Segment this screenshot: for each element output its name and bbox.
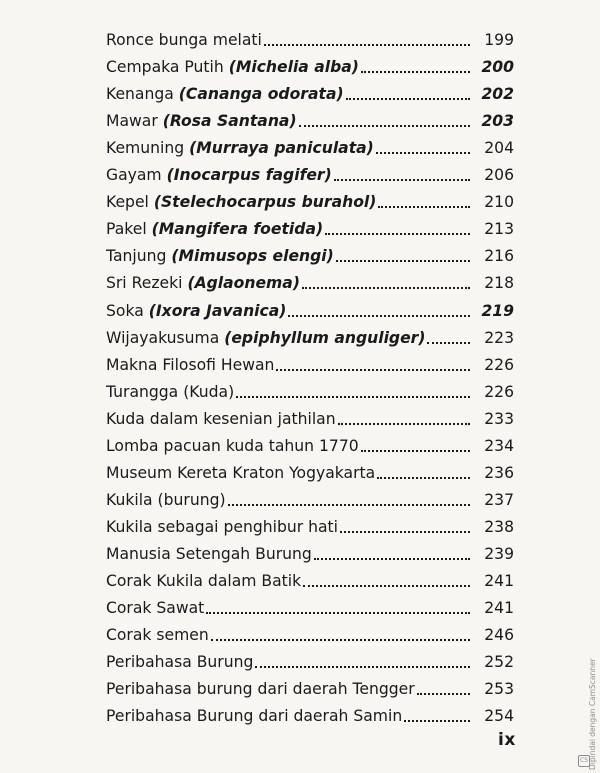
dot-leader: [303, 584, 470, 587]
toc-page-number: 213: [484, 220, 514, 239]
dot-leader: [228, 503, 470, 506]
toc-entry-label: Kepel: [106, 193, 154, 212]
toc-page-number: 252: [484, 653, 514, 672]
toc-entry-label: Wijayakusuma: [106, 328, 225, 347]
toc-entry-title: [106, 598, 204, 618]
toc-entry: [106, 430, 514, 456]
toc-entry-label: Pakel: [106, 220, 152, 239]
toc-entry: [106, 376, 514, 402]
toc-entry: [106, 51, 514, 77]
toc-entry: [106, 159, 514, 185]
toc-entry: [106, 132, 514, 158]
dot-leader: [338, 422, 470, 425]
toc-page-number: 219: [481, 301, 514, 320]
toc-page-number: 202: [481, 85, 514, 104]
toc-entry: [106, 619, 514, 645]
dot-leader: [325, 232, 470, 235]
dot-leader: [336, 259, 470, 262]
dot-leader: [361, 70, 470, 73]
page-folio: ix: [498, 730, 516, 750]
toc-entry-title: [106, 138, 374, 158]
toc-entry-title: [106, 355, 274, 375]
dot-leader: [211, 638, 470, 641]
toc-entry: [106, 105, 514, 131]
toc-entry-title: [106, 463, 375, 483]
dot-leader: [334, 178, 470, 181]
toc-entry-latin-name: (Mangifera foetida): [151, 220, 324, 239]
dot-leader: [346, 97, 470, 100]
toc-entry: [106, 349, 514, 375]
toc-page-number: 200: [481, 58, 514, 77]
toc-entry-title: [106, 246, 334, 266]
toc-entry-label: Cempaka Putih: [106, 58, 229, 77]
dot-leader: [340, 530, 470, 533]
toc-entry: [106, 186, 514, 212]
toc-entry: [106, 700, 514, 726]
toc-entry-latin-name: (Stelechocarpus burahol): [153, 193, 377, 212]
dot-leader: [361, 449, 470, 452]
toc-entry: [106, 484, 514, 510]
dot-leader: [376, 151, 470, 154]
toc-entry: [106, 538, 514, 564]
toc-entry: [106, 78, 514, 104]
dot-leader: [417, 692, 470, 695]
toc-page-number: 233: [484, 409, 514, 428]
toc-entry-title: [106, 679, 415, 699]
toc-entry-title: [106, 706, 402, 726]
toc-entry-label: Lomba pacuan kuda tahun 1770: [106, 436, 359, 455]
toc-entry-latin-name: (Murraya paniculata): [189, 139, 374, 158]
toc-entry: [106, 322, 514, 348]
toc-page-number: 199: [484, 31, 514, 49]
scanner-watermark-text: Dipindai dengan CamScanner: [588, 658, 597, 770]
toc-page-number: 236: [484, 463, 514, 482]
toc-entry-label: Corak Sawat: [106, 599, 205, 618]
toc-page-number: 218: [484, 274, 514, 293]
toc-page-number: 241: [484, 599, 514, 618]
toc-entry: [106, 592, 514, 618]
toc-entry-title: [106, 165, 332, 185]
toc-entry-title: [106, 652, 253, 672]
toc-entry: [106, 403, 514, 429]
toc-entry: [106, 673, 514, 699]
toc-entry-label: Peribahasa Burung: [106, 653, 254, 672]
toc-entry: [106, 511, 514, 537]
toc-page-number: 206: [484, 166, 514, 185]
dot-leader: [314, 557, 470, 560]
toc-page-number: 237: [484, 490, 514, 509]
toc-page-number: 246: [484, 626, 514, 645]
toc-entry-title: [106, 436, 359, 456]
toc-entry-latin-name: (Aglaonema): [187, 274, 300, 293]
toc-page-number: 253: [484, 680, 514, 699]
toc-entry-title: [106, 517, 338, 537]
dot-leader: [206, 611, 470, 614]
toc-entry: [106, 295, 514, 321]
dot-leader: [378, 205, 470, 208]
toc-entry: [106, 565, 514, 591]
dot-leader: [404, 719, 470, 722]
toc-entry-label: Turangga (Kuda): [106, 382, 235, 401]
toc-entry-label: Mawar: [106, 112, 163, 131]
toc-entry-title: [106, 30, 262, 50]
toc-entry-latin-name: (Mimusops elengi): [171, 247, 334, 266]
toc-page-number: 216: [484, 247, 514, 266]
scanner-logo-icon: CS: [578, 755, 590, 767]
dot-leader: [276, 368, 470, 371]
toc-entry-title: [106, 490, 226, 510]
toc-page-number: 238: [484, 517, 514, 536]
toc-entry: [106, 646, 514, 672]
toc-entry-title: [106, 409, 336, 429]
toc-entry-title: [106, 382, 234, 402]
toc-entry-title: [106, 625, 209, 645]
toc-entry-label: Tanjung: [106, 247, 172, 266]
toc-entry: [106, 457, 514, 483]
toc-page-number: 226: [484, 355, 514, 374]
toc-entry-latin-name: (Ixora Javanica): [148, 301, 287, 320]
toc-entry-latin-name: (Inocarpus fagifer): [166, 166, 332, 185]
toc-entry-latin-name: (epiphyllum anguliger): [224, 328, 426, 347]
toc-entry-label: Gayam: [106, 166, 167, 185]
toc-page-number: 223: [484, 328, 514, 347]
toc-entry: [106, 267, 514, 293]
toc-entry-title: [106, 84, 344, 104]
toc-entry-title: [106, 544, 312, 564]
toc-page-number: 204: [484, 139, 514, 158]
toc-entry-title: [106, 301, 286, 321]
toc-entry: [106, 24, 514, 50]
dot-leader: [288, 314, 470, 317]
toc-page-number: 234: [484, 436, 514, 455]
toc-page-number: 254: [484, 707, 514, 726]
toc-entry: [106, 213, 514, 239]
toc-entry-label: Soka: [106, 301, 149, 320]
toc-entry-label: Makna Filosofi Hewan: [106, 355, 275, 374]
toc-page-number: 203: [481, 112, 514, 131]
toc-entry-title: [106, 273, 300, 293]
toc-entry-title: [106, 57, 359, 77]
toc-entry-label: Manusia Setengah Burung: [106, 544, 312, 563]
toc-entry-label: Peribahasa Burung dari daerah Samin: [106, 707, 403, 726]
toc-page-number: 241: [484, 572, 514, 590]
toc-entry-latin-name: (Cananga odorata): [178, 85, 344, 104]
toc-page-number: 239: [484, 544, 514, 563]
scanner-watermark: [576, 612, 597, 772]
toc-entry: [106, 240, 514, 266]
toc-entry-label: Kuda dalam kesenian jathilan: [106, 409, 336, 428]
dot-leader: [377, 476, 470, 479]
toc-entry-title: [106, 328, 425, 348]
toc-entry-label: Kemuning: [106, 139, 190, 158]
dot-leader: [299, 124, 470, 127]
toc-entry-title: [106, 111, 297, 131]
toc-entry-label: Peribahasa burung dari daerah Tengger: [106, 680, 415, 699]
toc-entry-label: Sri Rezeki: [106, 274, 188, 293]
dot-leader: [427, 341, 470, 344]
toc-entry-label: Kenanga: [106, 85, 179, 104]
toc-entry-label: Corak semen: [106, 626, 209, 645]
toc-entry-latin-name: (Michelia alba): [228, 58, 359, 77]
toc-entry-title: [106, 219, 323, 239]
dot-leader: [236, 395, 470, 398]
toc-entry-label: Kukila (burung): [106, 490, 226, 509]
toc-entry-latin-name: (Rosa Santana): [162, 112, 297, 131]
toc-entry-label: Kukila sebagai penghibur hati: [106, 517, 338, 536]
toc-entry-label: Ronce bunga melati: [106, 31, 262, 49]
toc-entry-label: Corak Kukila dalam Batik: [106, 572, 302, 590]
toc-entry-label: Museum Kereta Kraton Yogyakarta: [106, 463, 376, 482]
toc-entry-title: [106, 571, 301, 591]
toc-page-number: 226: [484, 382, 514, 401]
toc-entry-title: [106, 192, 376, 212]
dot-leader: [302, 286, 470, 289]
toc-page-number: 210: [484, 193, 514, 212]
dot-leader: [264, 43, 470, 46]
dot-leader: [255, 665, 470, 668]
